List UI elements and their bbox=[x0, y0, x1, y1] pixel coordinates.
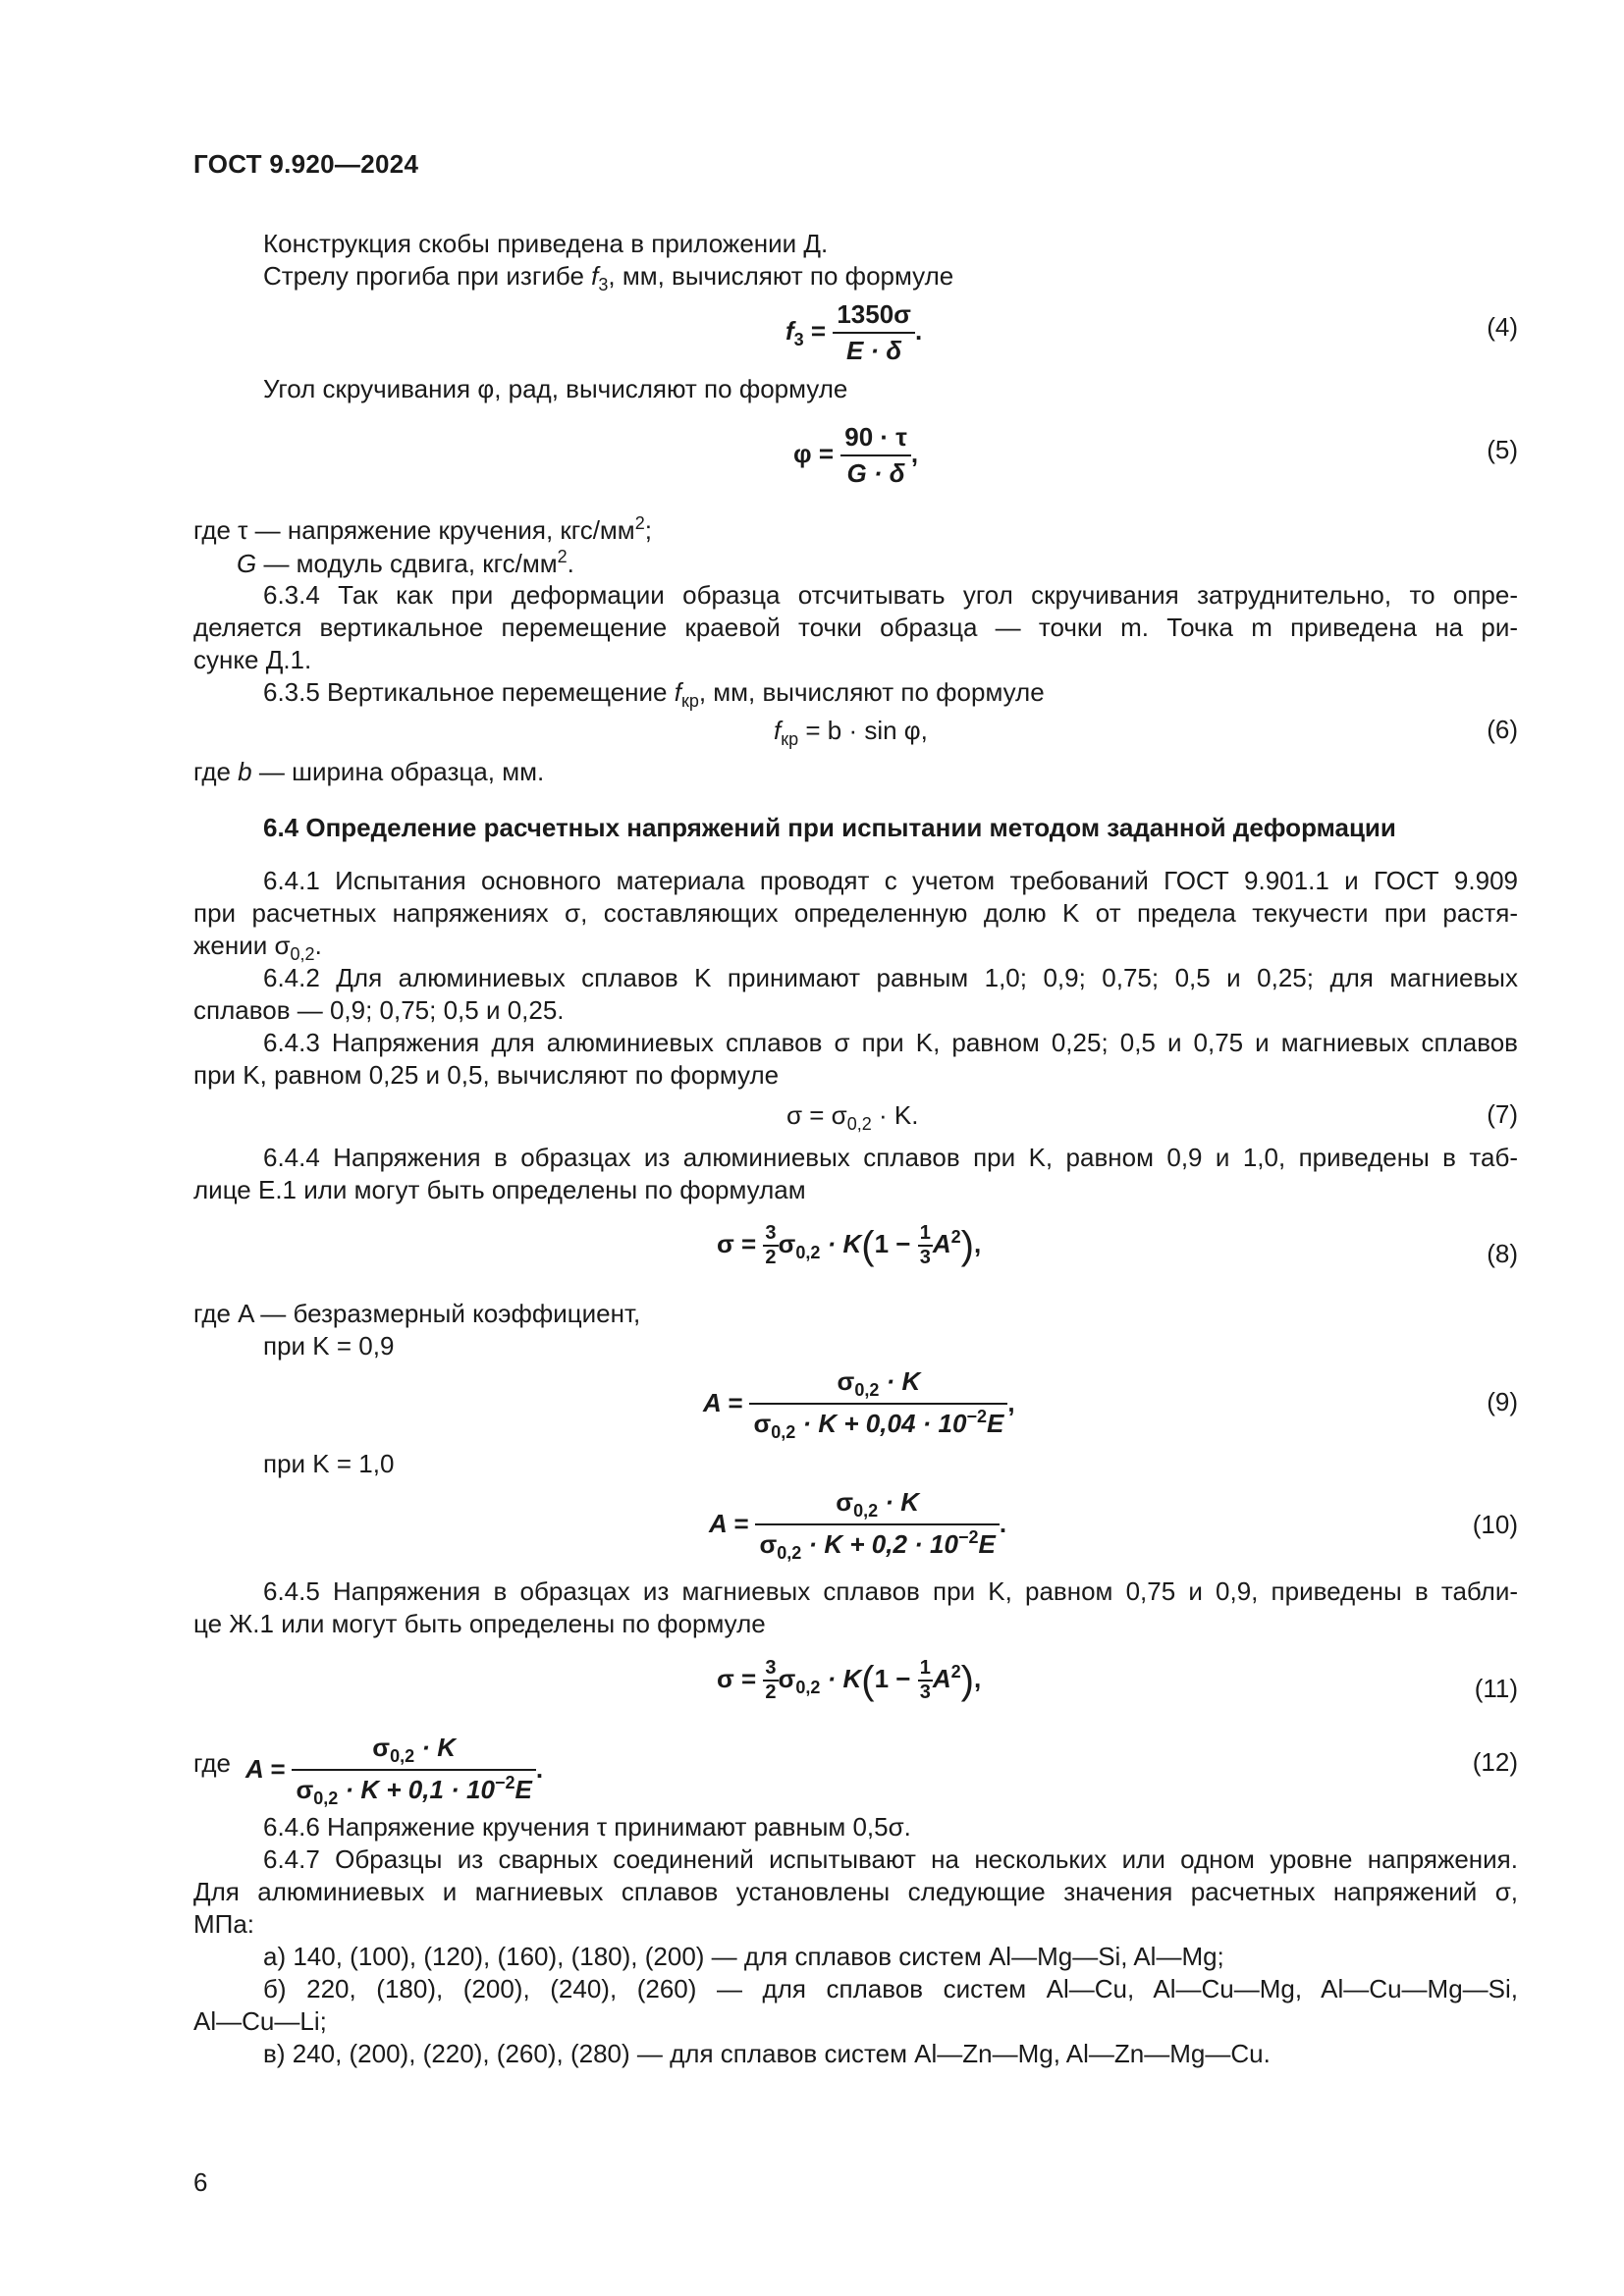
formula-number: (9) bbox=[1487, 1387, 1518, 1416]
paragraph-line: 6.4.4 Напряжения в образцах из алюминиевых сплавов при K, равном 0,9 и 1,0, приведены в таб- bbox=[263, 1143, 1518, 1172]
paragraph-line: жении $\sigma_{0,2}$. bbox=[193, 931, 322, 964]
formula-number: (11) bbox=[1474, 1674, 1518, 1703]
formula-4: $f_3$ = $\frac{1350\sigma}{E \cdot \delta}$ . bbox=[785, 299, 923, 365]
list-item: б) 220, (180), (200), (240), (260) — для сплавов систем Al—Cu, Al—Cu—Mg, Al—Cu—Mg—Si, bbox=[263, 1974, 1518, 2003]
paragraph-line: сплавов — 0,9; 0,75; 0,5 и 0,25. bbox=[193, 995, 565, 1025]
paragraph-line: 6.3.4 Так как при деформации образца отсчитывать угол скручивания затруднительно, то опре- bbox=[263, 580, 1518, 610]
formula-12: A = $\frac{\sigma_{0,2} \cdot K}{\sigma_{0,2} \cdot K + 0,1 \cdot 10^{-2}E}$ . bbox=[245, 1733, 544, 1808]
paragraph-line: МПа: bbox=[193, 1909, 255, 1939]
formula-11: σ = $\frac{3}{2}$ $\sigma_{0,2} \cdot K(1$ − $\frac{1}{3}$ $A^2$), bbox=[717, 1657, 982, 1703]
paragraph-line: 6.4.2 Для алюминиевых сплавов K принимают равным 1,0; 0,9; 0,75; 0,5 и 0,25; для магниевых bbox=[263, 963, 1518, 992]
paragraph-line: 6.4.6 Напряжение кручения τ принимают равным 0,5σ. bbox=[263, 1812, 911, 1842]
paragraph-line: сунке Д.1. bbox=[193, 645, 312, 674]
formula-number: (10) bbox=[1472, 1510, 1518, 1539]
list-item: Al—Cu—Li; bbox=[193, 2006, 327, 2036]
text-line: где τ — напряжение кручения, кгс/$мм^2$; bbox=[193, 513, 652, 545]
paragraph-line: лице Е.1 или могут быть определены по формулам bbox=[193, 1175, 806, 1204]
formula-number: (12) bbox=[1472, 1747, 1518, 1777]
page-number: 6 bbox=[193, 2167, 208, 2197]
formula-8: σ = $\frac{3}{2}$ $\sigma_{0,2} \cdot K(1$ − $\frac{1}{3}$ $A^2$), bbox=[717, 1222, 982, 1268]
paragraph-line: при K, равном 0,25 и 0,5, вычисляют по формуле bbox=[193, 1060, 780, 1090]
text-line: G — модуль сдвига, кгс/$мм^2$. bbox=[237, 547, 574, 578]
formula-5: φ = $\frac{90 \cdot \tau}{G \cdot \delta}$ , bbox=[793, 422, 919, 488]
formula-10: A = $\frac{\sigma_{0,2} \cdot K}{\sigma_{0,2} \cdot K + 0,2 \cdot 10^{-2}E}$ . bbox=[709, 1487, 1007, 1563]
paragraph-line: 6.4.5 Напряжения в образцах из магниевых сплавов при K, равном 0,75 и 0,9, приведены в табли- bbox=[263, 1576, 1518, 1606]
formula-9: A = $\frac{\sigma_{0,2} \cdot K}{\sigma_{0,2} \cdot K + 0,04 \cdot 10^{-2}E}$ , bbox=[703, 1366, 1015, 1442]
paragraph-line: це Ж.1 или могут быть определены по формуле bbox=[193, 1609, 766, 1638]
paragraph-line: Для алюминиевых и магниевых сплавов установлены следующие значения расчетных напряжений σ, bbox=[193, 1877, 1518, 1906]
paragraph-line: 6.4.7 Образцы из сварных соединений испытывают на нескольких или одном уровне напряжения. bbox=[263, 1844, 1518, 1874]
text-line: Конструкция скобы приведена в приложении Д. bbox=[263, 229, 829, 258]
formula-7: $\sigma = \sigma_{0,2} \cdot K$. bbox=[786, 1100, 919, 1134]
text-line: где A — безразмерный коэффициент, bbox=[193, 1299, 641, 1328]
text-line: 6.3.5 Вертикальное перемещение $f_{кр}$, мм, вычисляют по формуле bbox=[263, 677, 1045, 711]
text-line: Стрелу прогиба при изгибе $f_3$, мм, вычисляют по формуле bbox=[263, 261, 954, 294]
paragraph-line: 6.4.1 Испытания основного материала проводят с учетом требований ГОСТ 9.901.1 и ГОСТ 9.909 bbox=[263, 866, 1518, 895]
text-line: где bbox=[193, 1748, 231, 1778]
text-line: Угол скручивания φ, рад, вычисляют по формуле bbox=[263, 374, 848, 403]
list-item: а) 140, (100), (120), (160), (180), (200) — для сплавов систем Al—Mg—Si, Al—Mg; bbox=[263, 1942, 1224, 1971]
formula-number: (4) bbox=[1487, 312, 1518, 342]
text-line: при K = 0,9 bbox=[263, 1331, 395, 1361]
document-header: ГОСТ 9.920—2024 bbox=[193, 149, 419, 179]
paragraph-line: при расчетных напряжениях σ, составляющих определенную долю K от предела текучести при растя- bbox=[193, 898, 1518, 928]
text-line: где b — ширина образца, мм. bbox=[193, 757, 545, 786]
list-item: в) 240, (200), (220), (260), (280) — для сплавов систем Al—Zn—Mg, Al—Zn—Mg—Cu. bbox=[263, 2039, 1271, 2068]
paragraph-line: 6.4.3 Напряжения для алюминиевых сплавов σ при K, равном 0,25; 0,5 и 0,75 и магниевых сплавов bbox=[263, 1028, 1518, 1057]
formula-number: (7) bbox=[1487, 1099, 1518, 1129]
paragraph-line: деляется вертикальное перемещение краевой точки образца — точки m. Точка m приведена на ри- bbox=[193, 613, 1518, 642]
section-heading: 6.4 Определение расчетных напряжений при испытании методом заданной деформации bbox=[263, 813, 1396, 842]
formula-number: (6) bbox=[1487, 715, 1518, 744]
text-line: при K = 1,0 bbox=[263, 1449, 395, 1478]
formula-6: $f_{кр} = b \cdot \sin \varphi$, bbox=[774, 716, 928, 749]
formula-number: (5) bbox=[1487, 435, 1518, 464]
formula-number: (8) bbox=[1487, 1239, 1518, 1268]
